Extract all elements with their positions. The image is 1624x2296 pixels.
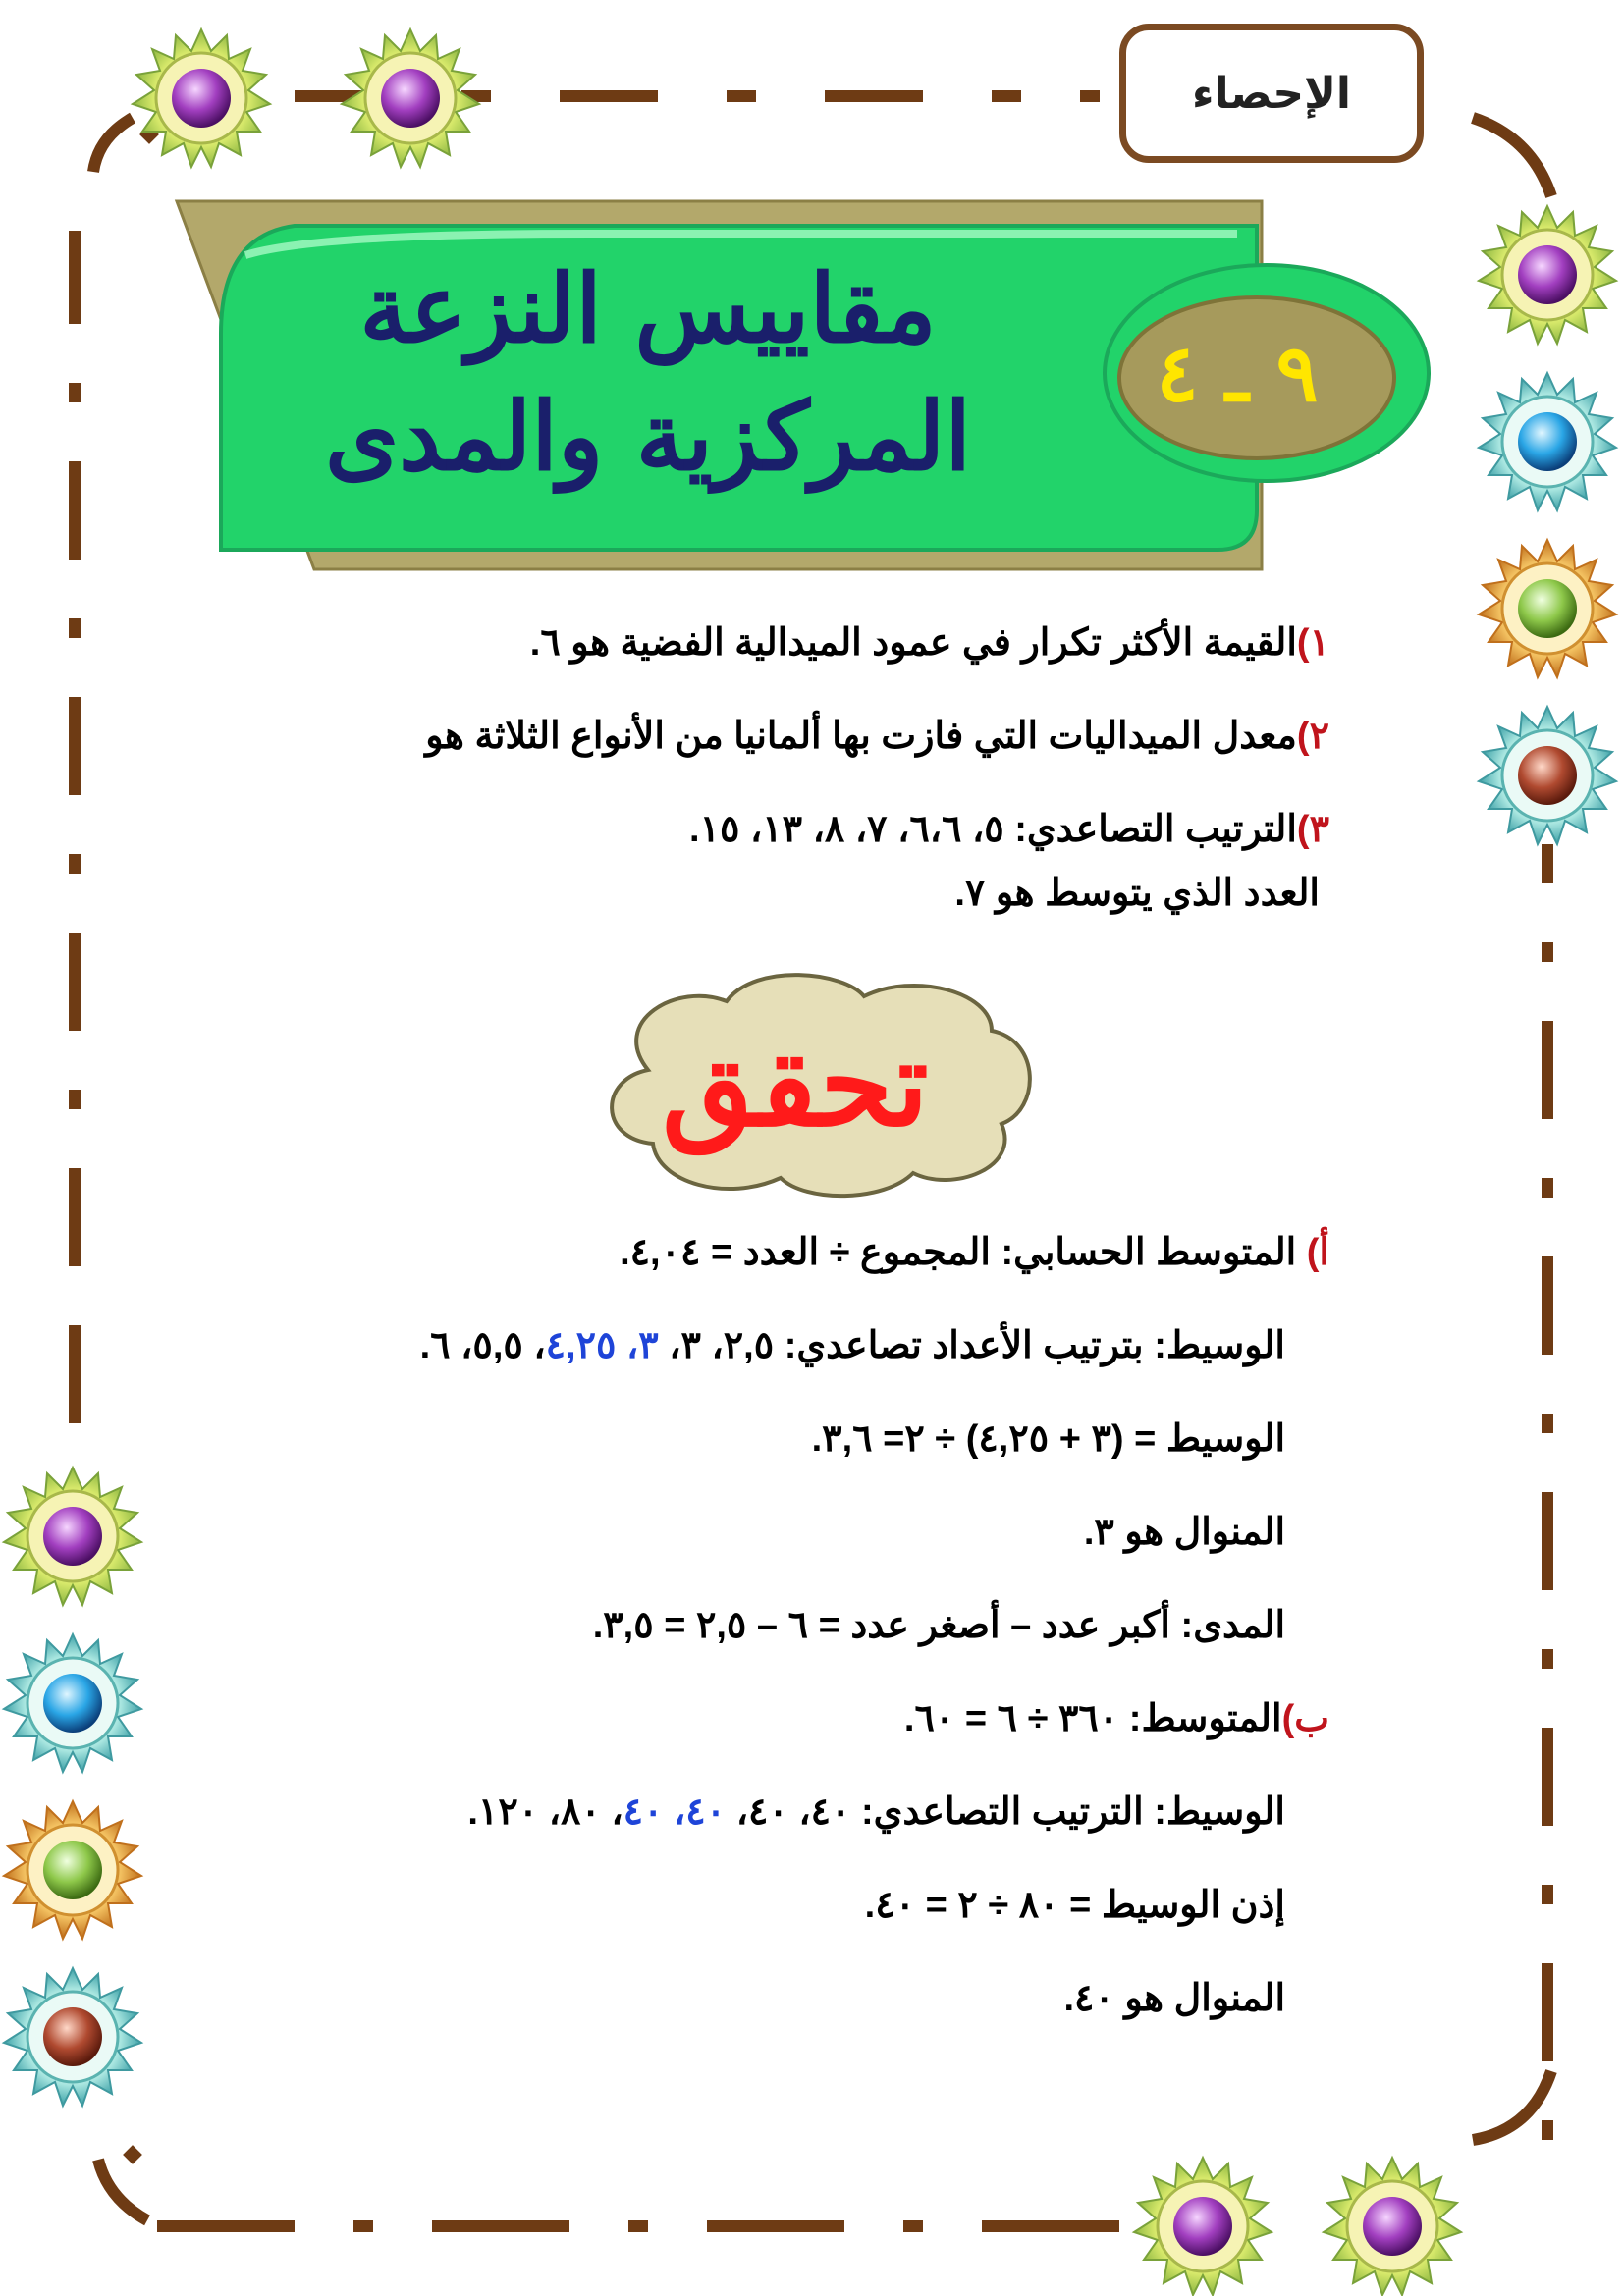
answer-3-text: الترتيب التصاعدي: ٥، ٦،٦، ٧، ٨، ١٣، ١٥. bbox=[689, 809, 1297, 850]
part-a-median-order-highlight: ٣، ٤,٢٥ bbox=[545, 1325, 670, 1366]
part-b-median-order-suffix: ، ٨٠، ١٢٠. bbox=[467, 1791, 623, 1833]
answer-2-text: معدل الميداليات التي فازت بها ألمانيا من الأنواع الثلاثة هو bbox=[425, 716, 1297, 757]
part-a-mean: المتوسط الحسابي: المجموع ÷ العدد = ٤,٠٤. bbox=[620, 1232, 1297, 1273]
answer-2-marker: ٢) bbox=[1296, 716, 1329, 757]
lesson-title bbox=[255, 245, 1041, 501]
answer-1-marker: ١) bbox=[1296, 622, 1329, 664]
answer-3-marker: ٣) bbox=[1296, 809, 1329, 850]
part-b-median-order bbox=[467, 1789, 1285, 1834]
answer-3-continuation bbox=[954, 871, 1320, 915]
part-b-median-calc: إذن الوسيط = ٨٠ ÷ ٢ = ٤٠. bbox=[864, 1885, 1285, 1926]
answer-1 bbox=[530, 620, 1329, 665]
part-b-marker: ب) bbox=[1281, 1698, 1329, 1739]
part-a-median-calc: الوسيط = (٣ + ٤,٢٥) ÷ ٢= ٣,٦. bbox=[811, 1418, 1285, 1460]
answer-2 bbox=[425, 714, 1329, 758]
part-b-mean-line bbox=[904, 1696, 1329, 1740]
part-b-median-order-prefix: الوسيط: الترتيب التصاعدي: ٤٠، ٤٠، bbox=[735, 1791, 1285, 1833]
part-b-mean: المتوسط: ٣٦٠ ÷ ٦ = ٦٠. bbox=[903, 1698, 1282, 1739]
answer-3-cont-text: العدد الذي يتوسط هو ٧. bbox=[954, 873, 1320, 914]
title-line-1: مقاييس النزعة bbox=[359, 253, 937, 364]
part-a-median-order-suffix: ، ٥,٥، ٦. bbox=[419, 1325, 546, 1366]
part-a-mean-line bbox=[620, 1230, 1329, 1274]
part-b-mode: المنوال هو ٤٠. bbox=[1063, 1978, 1285, 2019]
answer-3 bbox=[689, 807, 1329, 851]
subject-header-box bbox=[1119, 24, 1424, 163]
answer-1-text: القيمة الأكثر تكرار في عمود الميدالية الفضية هو ٦. bbox=[529, 622, 1297, 664]
lesson-number: ٩ ـ ٤ bbox=[1156, 327, 1319, 419]
part-a-median-order bbox=[420, 1323, 1285, 1367]
part-a-mode: المنوال هو ٣. bbox=[1083, 1512, 1285, 1553]
subject-label: الإحصاء bbox=[1192, 68, 1351, 119]
title-line-2: المركزية والمدى bbox=[325, 381, 971, 492]
check-heading: تحقق bbox=[662, 1015, 929, 1153]
part-a-median-order-prefix: الوسيط: بترتيب الأعداد تصاعدي: ٢,٥، ٣، bbox=[669, 1325, 1285, 1366]
part-a-marker: أ) bbox=[1306, 1232, 1329, 1273]
part-b-median-order-highlight: ٤٠، ٤٠ bbox=[623, 1791, 736, 1833]
part-a-range: المدى: أكبر عدد – أصغر عدد = ٦ – ٢,٥ = ٣,٥. bbox=[592, 1605, 1285, 1646]
